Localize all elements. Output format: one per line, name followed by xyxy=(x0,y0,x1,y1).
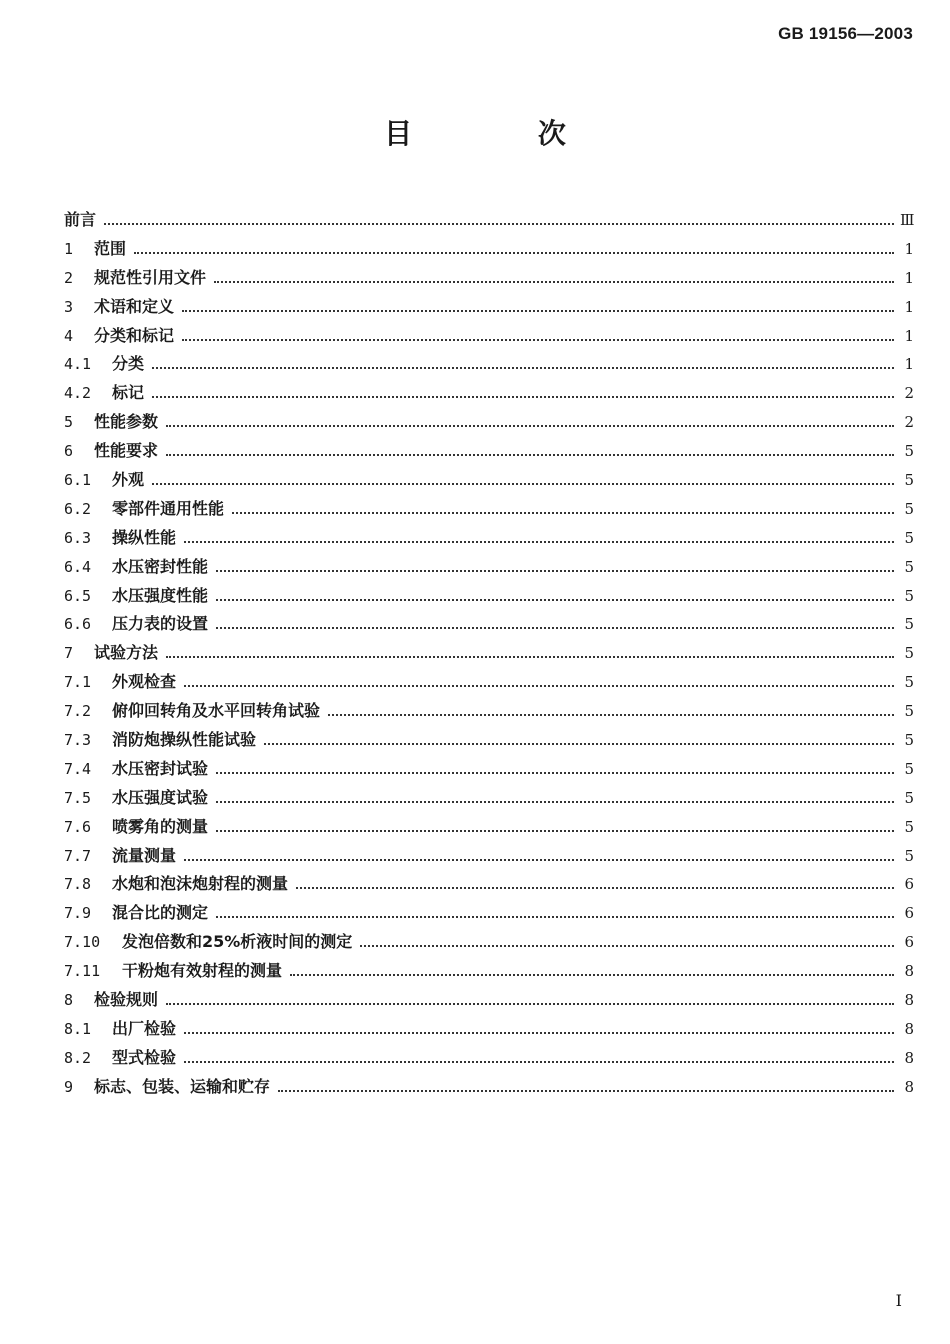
toc-entry-page: 5 xyxy=(904,528,914,547)
toc-entry-page: 5 xyxy=(904,557,914,576)
toc-entry-label: 性能要求 xyxy=(94,441,159,461)
toc-entry[interactable] xyxy=(64,611,914,640)
toc-leader-dots xyxy=(166,1003,894,1005)
toc-entry-page: 5 xyxy=(904,788,914,807)
toc-entry-page: Ⅲ xyxy=(900,211,915,229)
toc-entry-label: 水压密封试验 xyxy=(112,758,209,778)
toc-entry-label: 型式检验 xyxy=(112,1047,177,1067)
toc-entry[interactable] xyxy=(64,583,914,612)
toc-leader-dots xyxy=(184,541,894,543)
toc-entry-page: 1 xyxy=(904,239,914,258)
toc-entry[interactable] xyxy=(64,409,914,438)
toc-entry[interactable] xyxy=(64,265,914,294)
toc-entry-page: 8 xyxy=(904,1019,914,1038)
toc-entry-number: 7.7 xyxy=(64,846,92,865)
toc-entry-number: 9 xyxy=(64,1077,74,1096)
page-title: 目 次 xyxy=(384,117,624,150)
toc-entry-number: 4 xyxy=(64,326,74,345)
toc-entry-label: 标记 xyxy=(112,383,145,403)
toc-entry[interactable] xyxy=(64,727,914,756)
toc-leader-dots xyxy=(182,339,894,341)
toc-leader-dots xyxy=(182,310,894,312)
toc-entry-label: 俯仰回转角及水平回转角试验 xyxy=(112,701,321,721)
toc-entry-label: 喷雾角的测量 xyxy=(112,816,209,836)
toc-entry-label: 水压强度试验 xyxy=(112,787,209,807)
toc-entry-number: 7.1 xyxy=(64,673,92,692)
toc-leader-dots xyxy=(264,743,894,745)
toc-leader-dots xyxy=(152,396,894,398)
toc-leader-dots xyxy=(214,281,894,283)
toc-leader-dots xyxy=(184,859,894,861)
toc-entry[interactable] xyxy=(64,554,914,583)
toc-entry-label: 消防炮操纵性能试验 xyxy=(112,730,257,750)
toc-entry-page: 5 xyxy=(904,615,914,634)
toc-entry[interactable] xyxy=(64,294,914,323)
toc-entry[interactable] xyxy=(64,640,914,669)
toc-entry-label: 外观检查 xyxy=(112,672,177,692)
toc-entry-label: 流量测量 xyxy=(112,845,177,865)
toc-entry-page: 2 xyxy=(904,384,914,403)
toc-entry-label: 规范性引用文件 xyxy=(94,267,207,287)
toc-leader-dots xyxy=(184,1061,894,1063)
toc-entry-page: 8 xyxy=(904,1048,914,1067)
toc-entry-page: 5 xyxy=(904,644,914,663)
toc-entry-label: 标志、包装、运输和贮存 xyxy=(94,1076,271,1096)
toc-entry-number: 7.6 xyxy=(64,817,92,836)
toc-entry-label: 发泡倍数和25%析液时间的测定 xyxy=(122,932,353,952)
toc-entry[interactable] xyxy=(64,1016,914,1045)
toc-entry-page: 6 xyxy=(904,933,914,952)
toc-leader-dots xyxy=(152,367,894,369)
toc-entry[interactable] xyxy=(64,236,914,265)
page-number: I xyxy=(895,1291,902,1310)
toc-leader-dots xyxy=(216,627,894,629)
toc-entry-label: 检验规则 xyxy=(94,990,159,1010)
toc-entry-page: 5 xyxy=(904,846,914,865)
toc-entry-page: 8 xyxy=(904,991,914,1010)
toc-entry-page: 5 xyxy=(904,759,914,778)
toc-leader-dots xyxy=(216,772,894,774)
toc-entry-number: 2 xyxy=(64,268,74,287)
toc-entry[interactable] xyxy=(64,438,914,467)
toc-entry-label: 分类和标记 xyxy=(94,325,175,345)
toc-entry-number: 7.2 xyxy=(64,702,92,721)
toc-entry-number: 5 xyxy=(64,413,74,432)
table-of-contents xyxy=(64,207,914,1103)
toc-entry[interactable] xyxy=(64,1074,914,1103)
toc-entry-page: 5 xyxy=(904,499,914,518)
toc-entry-page: 5 xyxy=(904,471,914,490)
toc-entry[interactable] xyxy=(64,958,914,987)
toc-entry-page: 1 xyxy=(904,326,914,345)
toc-entry-label: 操纵性能 xyxy=(112,527,177,547)
toc-leader-dots xyxy=(184,1032,894,1034)
toc-entry[interactable] xyxy=(64,756,914,785)
toc-entry[interactable] xyxy=(64,380,914,409)
toc-entry[interactable] xyxy=(64,900,914,929)
toc-entry-number: 4.1 xyxy=(64,355,92,374)
toc-leader-dots xyxy=(134,252,894,254)
toc-leader-dots xyxy=(278,1090,894,1092)
toc-entry[interactable] xyxy=(64,1045,914,1074)
toc-leader-dots xyxy=(166,425,894,427)
toc-entry[interactable] xyxy=(64,698,914,727)
toc-entry-page: 5 xyxy=(904,673,914,692)
toc-entry-number: 7.9 xyxy=(64,904,92,923)
toc-leader-dots xyxy=(328,714,894,716)
toc-entry-label: 出厂检验 xyxy=(112,1018,177,1038)
toc-leader-dots xyxy=(216,801,894,803)
toc-entry-number: 6.6 xyxy=(64,615,92,634)
toc-entry-label: 零部件通用性能 xyxy=(112,498,225,518)
toc-leader-dots xyxy=(216,570,894,572)
toc-leader-dots xyxy=(360,945,894,947)
toc-entry-number: 7.5 xyxy=(64,788,92,807)
toc-entry-number: 4.2 xyxy=(64,384,92,403)
toc-entry-label: 干粉炮有效射程的测量 xyxy=(122,961,283,981)
toc-entry-number: 7.11 xyxy=(64,962,101,981)
toc-entry-number: 8 xyxy=(64,991,74,1010)
toc-entry-label: 分类 xyxy=(112,354,145,374)
toc-entry-label: 外观 xyxy=(112,470,145,490)
toc-entry-number: 8.2 xyxy=(64,1048,92,1067)
toc-entry-number: 7.4 xyxy=(64,759,92,778)
toc-leader-dots xyxy=(166,656,894,658)
toc-entry-number: 6.4 xyxy=(64,557,92,576)
toc-entry-number: 6.3 xyxy=(64,528,92,547)
toc-entry-page: 5 xyxy=(904,586,914,605)
toc-entry[interactable] xyxy=(64,669,914,698)
toc-entry-page: 5 xyxy=(904,702,914,721)
toc-entry-label: 水压密封性能 xyxy=(112,556,209,576)
toc-entry[interactable] xyxy=(64,814,914,843)
toc-entry-number: 6 xyxy=(64,442,74,461)
toc-entry-number: 6.2 xyxy=(64,499,92,518)
toc-entry-page: 2 xyxy=(904,413,914,432)
toc-entry-page: 5 xyxy=(904,442,914,461)
toc-leader-dots xyxy=(216,599,894,601)
toc-entry[interactable] xyxy=(64,525,914,554)
toc-leader-dots xyxy=(152,483,894,485)
toc-entry-page: 6 xyxy=(904,875,914,894)
toc-entry-label: 试验方法 xyxy=(94,643,159,663)
toc-entry-page: 8 xyxy=(904,1077,914,1096)
toc-entry-page: 5 xyxy=(904,817,914,836)
toc-leader-dots xyxy=(296,887,894,889)
toc-entry-page: 5 xyxy=(904,731,914,750)
toc-leader-dots xyxy=(290,974,894,976)
toc-leader-dots xyxy=(104,223,894,225)
toc-entry-label: 混合比的测定 xyxy=(112,903,209,923)
toc-entry[interactable] xyxy=(64,929,914,958)
toc-leader-dots xyxy=(166,454,894,456)
toc-entry-label: 性能参数 xyxy=(94,412,159,432)
toc-entry[interactable] xyxy=(64,987,914,1016)
toc-entry-label: 压力表的设置 xyxy=(112,614,209,634)
toc-entry-number: 3 xyxy=(64,297,74,316)
toc-entry-page: 1 xyxy=(904,297,914,316)
toc-entry-page: 1 xyxy=(904,268,914,287)
toc-entry-label: 术语和定义 xyxy=(94,296,175,316)
toc-entry-page: 1 xyxy=(904,355,914,374)
toc-entry-number: 6.5 xyxy=(64,586,92,605)
toc-entry[interactable] xyxy=(64,871,914,900)
standard-number: GB 19156—2003 xyxy=(778,24,913,43)
toc-entry-label: 前言 xyxy=(64,210,97,229)
toc-entry[interactable] xyxy=(64,496,914,525)
toc-entry[interactable] xyxy=(64,467,914,496)
toc-leader-dots xyxy=(232,512,894,514)
toc-leader-dots xyxy=(216,916,894,918)
toc-entry-label: 水压强度性能 xyxy=(112,585,209,605)
toc-entry-page: 6 xyxy=(904,904,914,923)
toc-entry-number: 6.1 xyxy=(64,471,92,490)
toc-entry-number: 7 xyxy=(64,644,74,663)
toc-entry-number: 7.3 xyxy=(64,731,92,750)
toc-entry-label: 水炮和泡沫炮射程的测量 xyxy=(112,874,289,894)
toc-entry-number: 1 xyxy=(64,239,74,258)
toc-entry[interactable] xyxy=(64,323,914,352)
toc-entry[interactable] xyxy=(64,843,914,872)
toc-entry[interactable] xyxy=(64,207,914,236)
toc-leader-dots xyxy=(184,685,894,687)
toc-entry-number: 7.8 xyxy=(64,875,92,894)
toc-entry-label: 范围 xyxy=(94,238,127,258)
toc-entry-page: 8 xyxy=(904,962,914,981)
toc-entry[interactable] xyxy=(64,785,914,814)
toc-entry[interactable] xyxy=(64,351,914,380)
toc-entry-number: 8.1 xyxy=(64,1019,92,1038)
toc-leader-dots xyxy=(216,830,894,832)
toc-entry-number: 7.10 xyxy=(64,933,101,952)
